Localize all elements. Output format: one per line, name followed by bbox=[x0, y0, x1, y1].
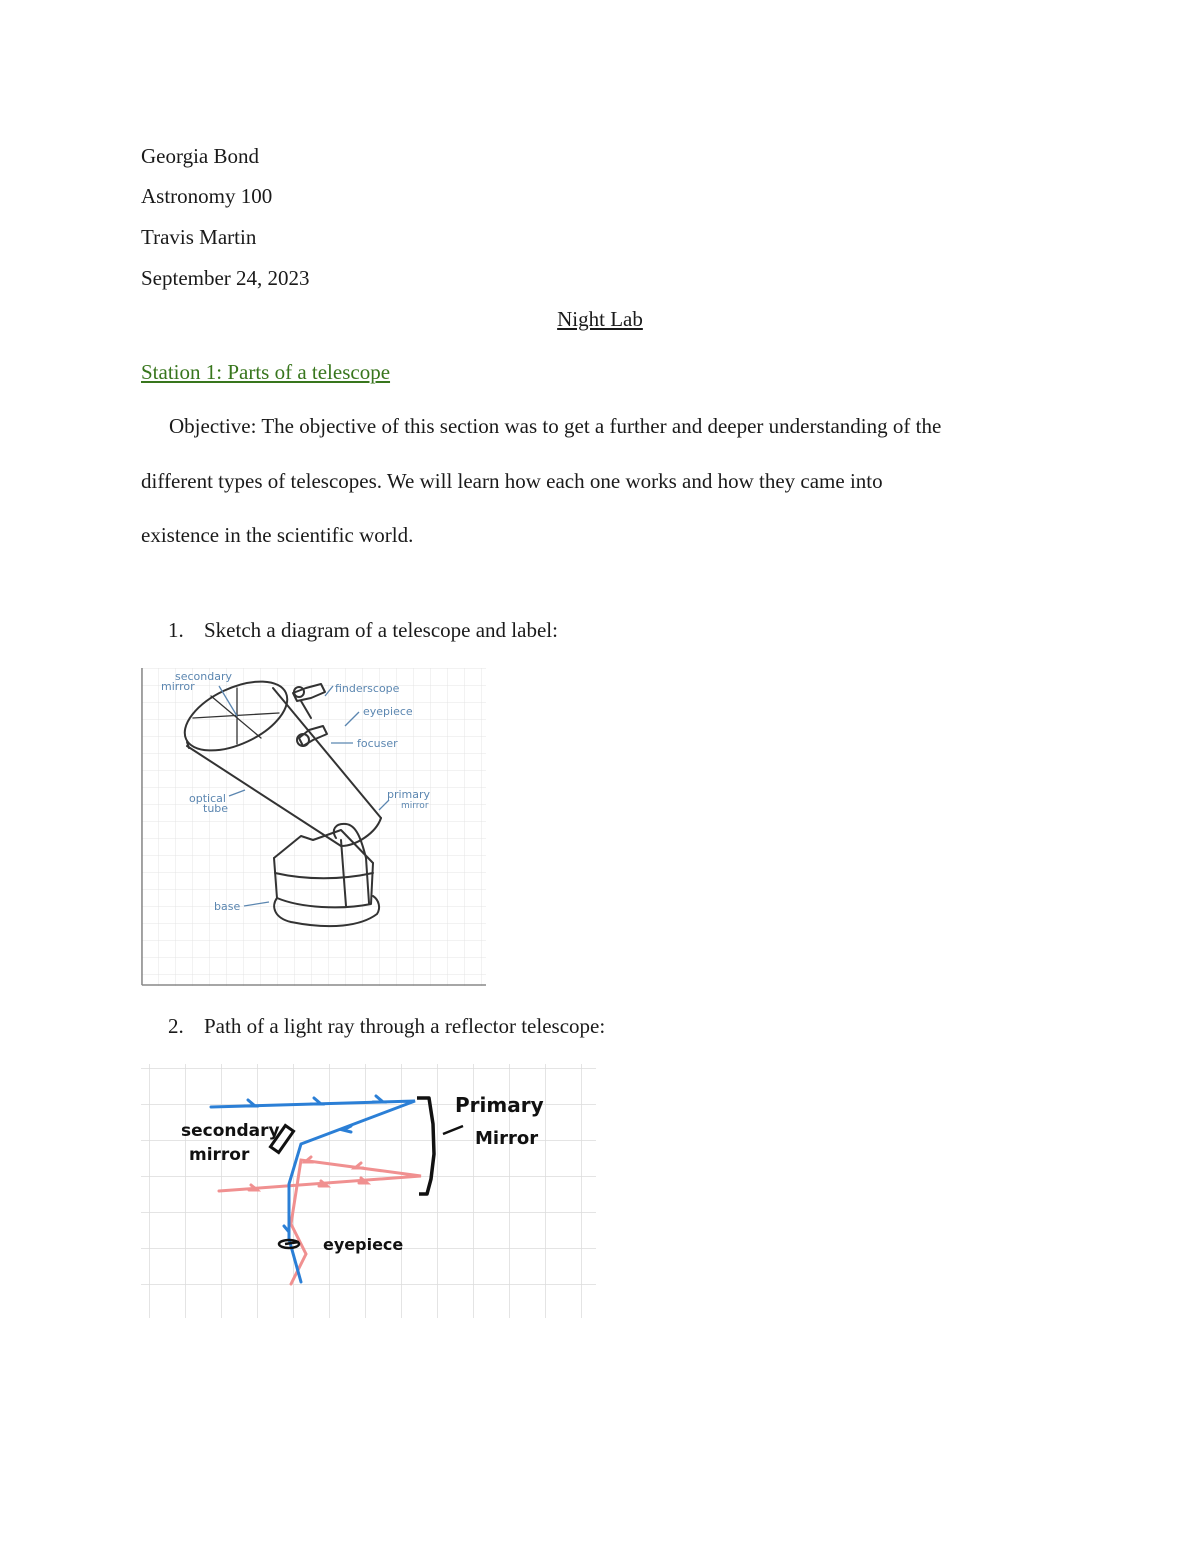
document-date: September 24, 2023 bbox=[141, 266, 310, 290]
label-finderscope: finderscope bbox=[335, 682, 400, 695]
label-primary-mirror: mirror bbox=[401, 801, 429, 811]
objective-line-3: existence in the scientific world. bbox=[141, 523, 414, 547]
label-primary: primary bbox=[387, 788, 431, 801]
label-optical: optical bbox=[189, 792, 226, 805]
label-base: base bbox=[214, 900, 241, 913]
label-primary-mirror: Mirror bbox=[475, 1128, 539, 1149]
instructor-name: Travis Martin bbox=[141, 225, 257, 249]
label-secondary: secondary bbox=[175, 670, 233, 683]
list-number: 1. bbox=[168, 618, 184, 642]
list-item-2 bbox=[168, 1013, 605, 1039]
reflector-diagram bbox=[141, 1064, 596, 1318]
student-name: Georgia Bond bbox=[141, 144, 260, 168]
list-number: 2. bbox=[168, 1014, 184, 1038]
list-text: Sketch a diagram of a telescope and label: bbox=[204, 618, 558, 642]
document-title: Night Lab bbox=[557, 307, 643, 331]
telescope-sketch bbox=[141, 668, 486, 986]
label-focuser: focuser bbox=[357, 737, 398, 750]
label-secondary-mirror: mirror bbox=[161, 680, 195, 693]
label-secondary: secondary bbox=[181, 1121, 280, 1141]
telescope-sketch-svg bbox=[141, 668, 486, 986]
objective-line-2: different types of telescopes. We will learn how each one works and how they came into bbox=[141, 469, 883, 493]
label-secondary-mirror: mirror bbox=[189, 1145, 250, 1165]
label-eyepiece: eyepiece bbox=[363, 705, 413, 718]
objective-line-1: Objective: The objective of this section was to get a further and deeper understanding of the bbox=[169, 414, 942, 438]
label-tube: tube bbox=[203, 802, 229, 815]
list-item-1 bbox=[168, 617, 558, 643]
course-name: Astronomy 100 bbox=[141, 184, 273, 208]
label-primary: Primary bbox=[455, 1093, 544, 1117]
list-text: Path of a light ray through a reflector telescope: bbox=[204, 1014, 606, 1038]
station-heading: Station 1: Parts of a telescope bbox=[141, 360, 391, 384]
label-eyepiece: eyepiece bbox=[323, 1235, 404, 1254]
reflector-diagram-svg bbox=[141, 1064, 596, 1318]
